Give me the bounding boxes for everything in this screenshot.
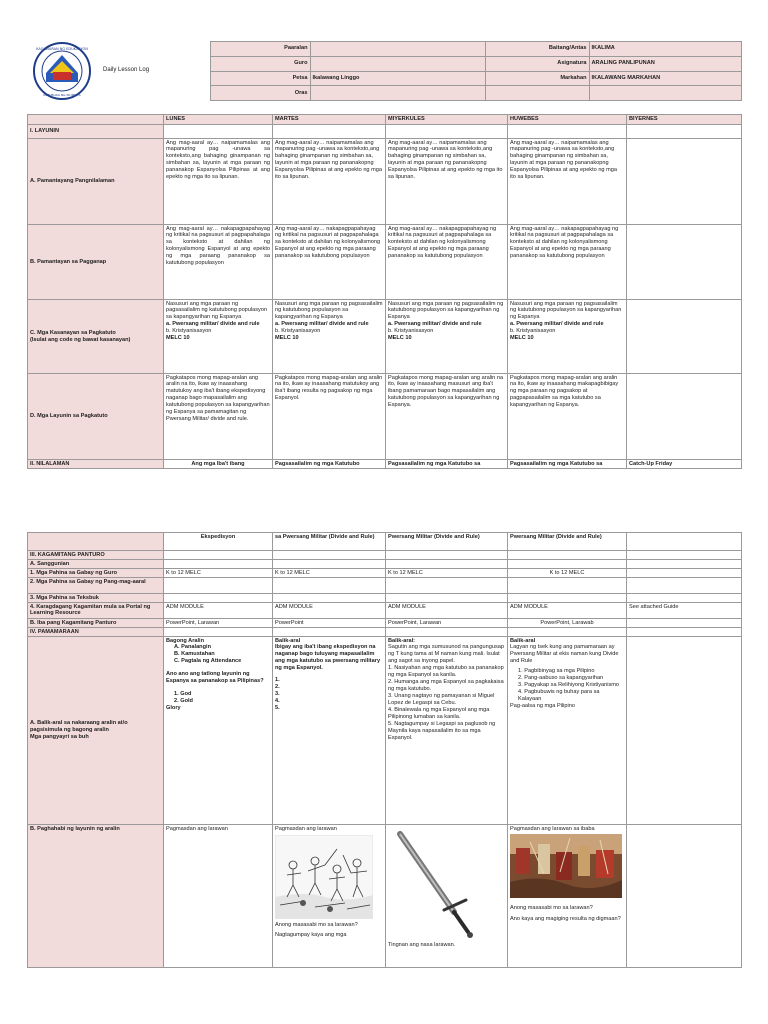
nilalaman-huwebes: Pagsasailalim ng mga Katutubo sa bbox=[508, 460, 627, 469]
melc-code: MELC 10 bbox=[166, 335, 190, 342]
tue-pagmasdan: Pagmasdan ang larawan bbox=[275, 825, 337, 832]
row-label-teksbuk: 3. Mga Pahina sa Teksbuk bbox=[28, 594, 164, 603]
cell-c-biyernes bbox=[627, 300, 742, 374]
cell-b-lunes: Ang mag-aaral ay… nakapagpapahayag ng kritikal na pagsusuri at pagpapahalaga sa konteksto at dahilan ng kolonyalismong Espanyol at ang epekto ng mga paraang pananakop sa katutubong populasyon bbox=[164, 225, 273, 300]
row-label-pamantayan-sa-pagganap: B. Pamantayan sa Pagganap bbox=[28, 225, 164, 300]
thu-item-1: 1. Pagbibinyag sa mga Pilipino bbox=[518, 668, 595, 675]
nilalaman-miyerkules: Pagsasailalim ng mga Katutubo sa bbox=[386, 460, 508, 469]
empty-cell bbox=[485, 86, 589, 101]
day-header-lunes: LUNES bbox=[164, 115, 273, 125]
kasanayan-text: Nasusuri ang mga paraan ng pagsasailalim ng katutubong populasyon sa kapangyarihan ng Espanya bbox=[388, 300, 504, 321]
mon-question: Ano ano ang tatlong layunin ng Espanya sa pananakop sa Pilipinas? bbox=[166, 671, 264, 685]
tue-num-1: 1. bbox=[275, 677, 280, 684]
tue-question-2: Nagtagumpay kaya ang mga bbox=[275, 932, 347, 939]
balik-aral-huwebes bbox=[508, 637, 627, 825]
mon-gold: 2. Gold bbox=[174, 698, 193, 705]
cell-b-huwebes: Ang mag-aaral ay… nakapagpapahayag ng kritikal na pagsusuri at pagpapahalaga sa konteksto at dahilan ng kolonyalismong Espanyol at ang epekto ng mga paraang pananakop sa katutubong populasyon bbox=[508, 225, 627, 300]
day-header-miyerkules: MIYERKULES bbox=[386, 115, 508, 125]
cont-miyerkules: Pwersang Militar (Divide and Rule) bbox=[386, 533, 508, 551]
petsa-label: Petsa bbox=[210, 71, 310, 86]
balik-aral-label-2: Mga pangyayri sa buh bbox=[30, 733, 89, 740]
wed-intro: Sagutin ang mga sumusunod na pangungusap ng T kung tama at M naman kung mali. Isulat ang sagot sa inyong papel. bbox=[388, 644, 505, 665]
oras-value bbox=[310, 86, 485, 101]
wed-tingnan: Tingnan ang nasa larawan. bbox=[388, 942, 456, 949]
day-header-biyernes: BIYERNES bbox=[627, 115, 742, 125]
karagdagan-lunes: ADM MODULE bbox=[164, 603, 273, 619]
header-table bbox=[27, 41, 742, 101]
section-kagamitan: III. KAGAMITANG PANTURO bbox=[28, 551, 164, 560]
gabay-guro-martes: K to 12 MELC bbox=[273, 569, 386, 578]
cell-a-martes: Ang mag-aaral ay… naipamamalas ang mapanuring pag -unawa sa konteksto,ang bahaging ginampanan ng simbahan sa, layunin at mga paraan ng pananakopng Espanyolsa Pilipinas at ang epekto ng mga ito sa lipunan. bbox=[273, 139, 386, 225]
markahan-label: Markahan bbox=[485, 71, 589, 86]
thu-title: Balik-aral bbox=[510, 637, 536, 644]
oras-label: Oras bbox=[210, 86, 310, 101]
melc-code: MELC 10 bbox=[275, 335, 299, 342]
mon-item-2: B. Kamustahan bbox=[174, 651, 215, 658]
paghahabi-huwebes bbox=[508, 825, 627, 968]
cell-b-miyerkules: Ang mag-aaral ay… nakapagpapahayag ng kritikal na pagsusuri at pagpapahalaga sa konteksto at dahilan ng kolonyalismong Espanyol at ang epekto ng mga paraang pananakop sa katutubong populasyon bbox=[386, 225, 508, 300]
section-pamamaraan: IV. PAMAMARAAN bbox=[28, 628, 164, 637]
karagdagan-miyerkules: ADM MODULE bbox=[386, 603, 508, 619]
paghahabi-biyernes bbox=[627, 825, 742, 968]
svg-text:KAGAWARAN NG EDUKASYON: KAGAWARAN NG EDUKASYON bbox=[36, 47, 88, 51]
cont-martes: sa Pwersang Militar (Divide and Rule) bbox=[273, 533, 386, 551]
thu-item-2: 2. Pang-aabuso sa kapangyarihan bbox=[518, 675, 604, 682]
wed-item-2: 2. Humanga ang mga Espanyol sa pagkakaisa ng mga katutubo. bbox=[388, 679, 504, 693]
asignatura-value: ARALING PANLIPUNAN bbox=[589, 56, 741, 71]
kasanayan-a: a. Pwersang militar/ divide and rule bbox=[510, 321, 604, 328]
wed-item-5: 5. Nagtagumpay si Legaspi sa paglusob ng Maynila kaya napasailalim ito sa mga Espanyol. bbox=[388, 721, 496, 742]
cell-c-huwebes bbox=[508, 300, 627, 374]
nilalaman-biyernes: Catch-Up Friday bbox=[627, 460, 742, 469]
cont-biyernes bbox=[627, 533, 742, 551]
row-label-balik-aral bbox=[28, 637, 164, 825]
sword-image bbox=[392, 830, 482, 940]
cell-d-martes: Pagkatapos mong mapag-aralan ang aralin na ito, ikaw ay inaasahang matutukoy ang iba't ibang resulta ng pagsakop ng mga Espanyol. bbox=[273, 374, 386, 460]
svg-text:REPUBLIKA NG PILIPINAS: REPUBLIKA NG PILIPINAS bbox=[43, 93, 81, 97]
bagong-aralin-title: Bagong Aralin bbox=[166, 637, 205, 644]
paghahabi-lunes: Pagmasdan ang larawan bbox=[164, 825, 273, 968]
cell-c-martes bbox=[273, 300, 386, 374]
wed-item-4: 4. Binalewala ng mga Espanyol ang mga Pilipinong lumaban sa kanila. bbox=[388, 707, 490, 721]
gabay-guro-huwebes: K to 12 MELC bbox=[508, 569, 627, 578]
lesson-table-procedures bbox=[27, 532, 742, 968]
kasanayan-a: a. Pwersang militar/ divide and rule bbox=[166, 321, 260, 328]
kasanayan-a: a. Pwersang militar/ divide and rule bbox=[388, 321, 482, 328]
guro-label: Guro bbox=[210, 56, 310, 71]
tue-body: Ibigay ang iba't ibang ekspedisyon na naganap bago tuluyang mapasailalim ang mga katutubo sa pwersang military ng mga Espanyol. bbox=[275, 644, 381, 672]
kasanayan-b: b. Kristyanisasyon bbox=[510, 328, 556, 335]
cell-a-huwebes: Ang mag-aaral ay… naipamamalas ang mapanuring pag -unawa sa konteksto,ang bahaging ginampanan ng simbahan sa, layunin at mga paraan ng pananakopng Espanyolsa Pilipinas at ang epekto ng mga ito sa lipunan. bbox=[508, 139, 627, 225]
kasanayan-b: b. Kristyanisasyon bbox=[388, 328, 434, 335]
mon-item-3: C. Pagtala ng Attendance bbox=[174, 658, 242, 665]
kasanayan-subtitle: (Isulat ang code ng bawat kasanayan) bbox=[30, 336, 131, 343]
cont-lunes: Ekspedisyon bbox=[164, 533, 273, 551]
mon-god: 1. God bbox=[174, 691, 192, 698]
row-label-karagdagang-kagamitan: 4. Karagdagang Kagamitan mula sa Portal ng Learning Resource bbox=[28, 603, 164, 619]
lesson-table-objectives bbox=[27, 114, 742, 469]
kasanayan-text: Nasusuri ang mga paraan ng pagsasailalim ng katutubong populasyon sa kapangyarihan ng Espanya bbox=[166, 300, 268, 321]
tue-title: Balik-aral bbox=[275, 637, 301, 644]
balik-aral-martes bbox=[273, 637, 386, 825]
balik-aral-miyerkules bbox=[386, 637, 508, 825]
corner-cell bbox=[28, 115, 164, 125]
kasanayan-title: C. Mga Kasanayan sa Pagkatuto bbox=[30, 329, 116, 336]
cell-c-lunes bbox=[164, 300, 273, 374]
wed-item-3: 3. Unang nagtayo ng pamayanan si Miguel Lopez de Legaspi sa Cebu. bbox=[388, 693, 495, 707]
row-label-gabay-guro: 1. Mga Pahina sa Gabay ng Guro bbox=[28, 569, 164, 578]
iba-biyernes bbox=[627, 619, 742, 628]
tue-question: Anong masasabi mo sa larawan? bbox=[275, 922, 358, 929]
cell-c-miyerkules bbox=[386, 300, 508, 374]
melc-code: MELC 10 bbox=[388, 335, 412, 342]
iba-huwebes: PowerPoint, Larawab bbox=[508, 619, 627, 628]
mon-item-1: A. Panalangin bbox=[174, 644, 211, 651]
cell-a-lunes: Ang mag-aaral ay… naipamamalas ang mapanuring pag -unawa sa konteksto,ang bahaging ginampanan ng simbahan sa, layunin at mga paraan ng pananakop Espanyolsa Pilipinas at ang epekto ng mga ito sa lipunan. bbox=[164, 139, 273, 225]
balik-aral-lunes bbox=[164, 637, 273, 825]
paghahabi-martes bbox=[273, 825, 386, 968]
row-label-layunin-sa-pagkatuto: D. Mga Layunin sa Pagkatuto bbox=[28, 374, 164, 460]
cell-d-lunes: Pagkatapos mong mapag-aralan ang aralin na ito, ikaw ay inaasahang matutukoy ang iba't ibang ekspedisyong naganap bago mapasailalim ang katutubong populasyon sa kapangyarihan ng Espanya sa pamamagitan ng Pwersang Militar/ divide and rule. bbox=[164, 374, 273, 460]
day-header-huwebes: HUWEBES bbox=[508, 115, 627, 125]
gabay-guro-biyernes bbox=[627, 569, 742, 578]
row-label-paghahabi: B. Paghahabi ng layunin ng aralin bbox=[28, 825, 164, 968]
cell-d-biyernes bbox=[627, 374, 742, 460]
kasanayan-b: b. Kristyanisasyon bbox=[275, 328, 321, 335]
iba-miyerkules: PowerPoint, Larawan bbox=[386, 619, 508, 628]
cell-b-biyernes bbox=[627, 225, 742, 300]
kasanayan-text: Nasusuri ang mga paraan ng pagsasailalim ng katutubong populasyon sa kapangyarihan ng Espanya bbox=[510, 300, 622, 321]
cont-label-cell bbox=[28, 533, 164, 551]
cell-b-martes: Ang mag-aaral ay… nakapagpapahayag ng kritikal na pagsusuri at pagpapahalaga sa konteksto at dahilan ng kolonyalismong Espanyol at ang epekto ng mga paraang pananakop sa katutubong populasyon bbox=[273, 225, 386, 300]
kasanayan-a: a. Pwersang militar/ divide and rule bbox=[275, 321, 369, 328]
gabay-guro-lunes: K to 12 MELC bbox=[164, 569, 273, 578]
battle-sketch-image bbox=[275, 835, 373, 919]
wed-title: Balik-aral: bbox=[388, 637, 416, 644]
petsa-value: Ikalawang Linggo bbox=[310, 71, 485, 86]
kasanayan-text: Nasusuri ang mga paraan ng pagsasailalim ng katutubong populasyon sa kapangyarihan ng Espanya bbox=[275, 300, 383, 321]
empty-cell bbox=[589, 86, 741, 101]
baitang-label: Baitang/Antas bbox=[485, 42, 589, 57]
thu-intro: Lagyan ng tsek kung ang pamamaraan ay Pwersang Militar at ekis naman kung Divide and Rule bbox=[510, 644, 619, 665]
battle-painting-image bbox=[510, 834, 622, 898]
karagdagan-martes: ADM MODULE bbox=[273, 603, 386, 619]
row-label-gabay-mag-aaral: 2. Mga Pahina sa Gabay ng Pang-mag-aaral bbox=[28, 578, 164, 594]
tue-num-3: 3. bbox=[275, 691, 280, 698]
section-nilalaman: II. NILALAMAN bbox=[28, 460, 164, 469]
melc-code: MELC 10 bbox=[510, 335, 534, 342]
paghahabi-miyerkules bbox=[386, 825, 508, 968]
thu-item-3: 3. Pagyakap sa Relihiyong Kristiyanismo bbox=[518, 682, 620, 689]
thu-pagmasdan: Pagmasdan ang larawan sa ibaba bbox=[510, 825, 595, 832]
balik-aral-label: A. Balik-aral sa nakaraang aralin at/o pagsisimula ng bagong aralin bbox=[30, 720, 128, 733]
row-label-pamantayang-pangnilalaman: A. Pamantayang Pangnilalaman bbox=[28, 139, 164, 225]
cont-huwebes: Pwersang Militar (Divide and Rule) bbox=[508, 533, 627, 551]
paaralan-value bbox=[310, 42, 485, 57]
paaralan-label: Paaralan bbox=[210, 42, 310, 57]
karagdagan-huwebes: ADM MODULE bbox=[508, 603, 627, 619]
thu-question-2: Ano kaya ang magiging resulta ng digmaan? bbox=[510, 916, 621, 923]
logo-cell bbox=[27, 42, 210, 101]
cell-a-miyerkules: Ang mag-aaral ay… naipamamalas ang mapanuring pag -unawa sa konteksto,ang bahaging ginampanan ng simbahan sa, layunin at mga paraan ng pananakopng Espanyolsa Pilipinas at ang epekto ng mga ito sa lipunan. bbox=[386, 139, 508, 225]
cell-d-miyerkules: Pagkatapos mong mapag-aralan ang aralin na ito, ikaw ay inaasahang masusuri ang iba't ibang pamamaraan bago mapasailalim ang katutubong populasyon sa kapangyarihan ng Espanya. bbox=[386, 374, 508, 460]
mon-glory: Glory bbox=[166, 705, 181, 712]
kasanayan-b: b. Kristyanisasyon bbox=[166, 328, 212, 335]
wed-item-1: 1. Nasiyahan ang mga katutubo sa pananakop ng mga Espanyol sa kanila. bbox=[388, 665, 504, 679]
document-title: Daily Lesson Log bbox=[103, 67, 150, 74]
karagdagan-biyernes: See attached Guide bbox=[627, 603, 742, 619]
gabay-guro-miyerkules: K to 12 MELC bbox=[386, 569, 508, 578]
guro-value bbox=[310, 56, 485, 71]
tue-num-4: 4. bbox=[275, 698, 280, 705]
baitang-value: IKALIMA bbox=[589, 42, 741, 57]
cell-d-huwebes: Pagkatapos mong mapag-aralan ang aralin na ito, ikaw ay inaasahang makapagbibigay ng mga paraan ng pagsakop at pagpapasailalim sa mga katutubo sa kapangyarihan ng Espanya. bbox=[508, 374, 627, 460]
nilalaman-martes: Pagsasailalim ng mga Katutubo bbox=[273, 460, 386, 469]
row-label-sanggunian: A. Sanggunian bbox=[28, 560, 164, 569]
deped-seal-icon bbox=[33, 42, 91, 100]
iba-martes: PowerPoint bbox=[273, 619, 386, 628]
day-header-martes: MARTES bbox=[273, 115, 386, 125]
nilalaman-lunes: Ang mga Iba't ibang bbox=[164, 460, 273, 469]
thu-extra: Pag-aalsa ng mga Pilipino bbox=[510, 703, 575, 710]
section-layunin: I. LAYUNIN bbox=[28, 125, 164, 139]
asignatura-label: Asignatura bbox=[485, 56, 589, 71]
iba-lunes: PowerPoint, Larawan bbox=[164, 619, 273, 628]
thu-item-4: 4. Pagbubuwis ng buhay para sa Kalayaan bbox=[518, 689, 600, 703]
markahan-value: IKALAWANG MARKAHAN bbox=[589, 71, 741, 86]
row-label-mga-kasanayan bbox=[28, 300, 164, 374]
cell-a-biyernes bbox=[627, 139, 742, 225]
thu-question: Anong masasabi mo sa larawan? bbox=[510, 905, 593, 912]
tue-num-2: 2. bbox=[275, 684, 280, 691]
tue-num-5: 5. bbox=[275, 705, 280, 712]
row-label-iba-pang-kagamitan: B. Iba pang Kagamitang Panturo bbox=[28, 619, 164, 628]
balik-aral-biyernes bbox=[627, 637, 742, 825]
